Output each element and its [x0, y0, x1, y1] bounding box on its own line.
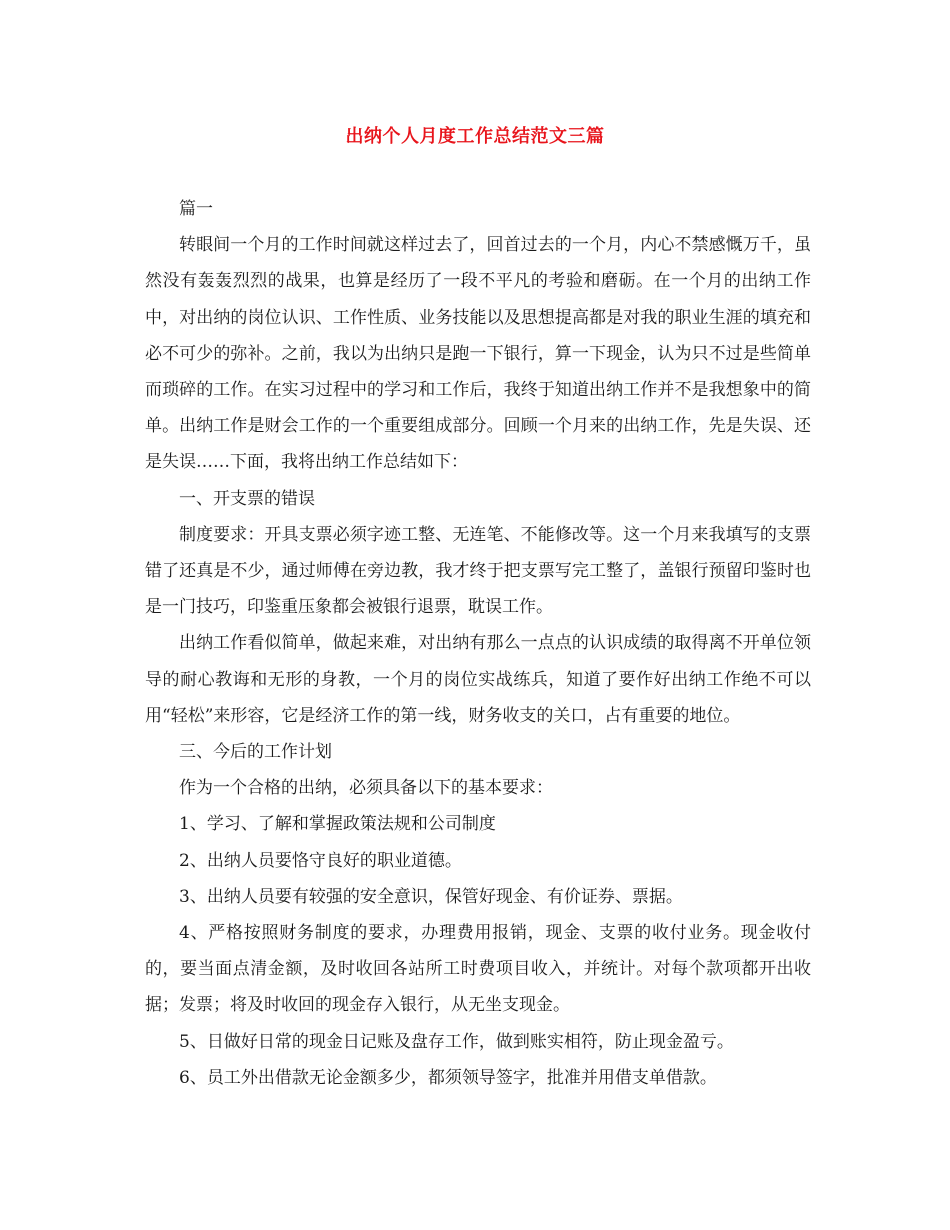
paragraph-cheque-rules: 制度要求：开具支票必须字迹工整、无连笔、不能修改等。这一个月来我填写的支票错了还真是不少，通过师傅在旁边教，我才终于把支票写完工整了，盖银行预留印鉴时也是一门技巧，印鉴重压象都会被银行退票，耽误工作。	[145, 524, 811, 618]
list-item-3: 3、出纳人员要有较强的安全意识，保管好现金、有价证券、票据。	[179, 886, 683, 907]
document-body	[145, 191, 811, 1096]
section-heading-part-one: 篇一	[179, 199, 213, 219]
list-item-2: 2、出纳人员要恪守良好的职业道德。	[179, 850, 462, 871]
document-title: 出纳个人月度工作总结范文三篇	[345, 126, 605, 147]
paragraph-intro: 转眼间一个月的工作时间就这样过去了，回首过去的一个月，内心不禁感慨万千，虽然没有轰轰烈烈的战果，也算是经历了一段不平凡的考验和磨砺。在一个月的出纳工作中，对出纳的岗位认识、工作性质、业务技能以及思想提高都是对我的职业生涯的填充和必不可少的弥补。之前，我以为出纳只是跑一下银行，算一下现金，认为只不过是些简单而琐碎的工作。在实习过程中的学习和工作后，我终于知道出纳工作并不是我想象中的简单。出纳工作是财会工作的一个重要组成部分。回顾一个月来的出纳工作，先是失误、还是失误……下面，我将出纳工作总结如下：	[145, 235, 811, 473]
list-item-1: 1、学习、了解和掌握政策法规和公司制度	[179, 814, 496, 835]
section-heading-future-plan: 三、今后的工作计划	[179, 742, 332, 763]
section-heading-cheque-errors: 一、开支票的错误	[179, 488, 315, 509]
paragraph-reflection: 出纳工作看似简单，做起来难，对出纳有那么一点点的认识成绩的取得离不开单位领导的耐心教诲和无形的身教，一个月的岗位实战练兵，知道了要作好出纳工作绝不可以用“轻松”来形容，它是经济工作的第一线，财务收支的关口，占有重要的地位。	[145, 633, 811, 726]
list-item-4: 4、严格按照财务制度的要求，办理费用报销，现金、支票的收付业务。现金收付的，要当面点清金额，及时收回各站所工时费项目收入，并统计。对每个款项都开出收据；发票；将及时收回的现金存入银行，从无坐支现金。	[145, 923, 811, 1016]
list-item-5: 5、日做好日常的现金日记账及盘存工作，做到账实相符，防止现金盈亏。	[179, 1031, 734, 1052]
list-item-6: 6、员工外出借款无论金额多少，都须领导签字，批准并用借支单借款。	[179, 1067, 717, 1088]
paragraph-requirements-intro: 作为一个合格的出纳，必须具备以下的基本要求：	[179, 778, 553, 799]
